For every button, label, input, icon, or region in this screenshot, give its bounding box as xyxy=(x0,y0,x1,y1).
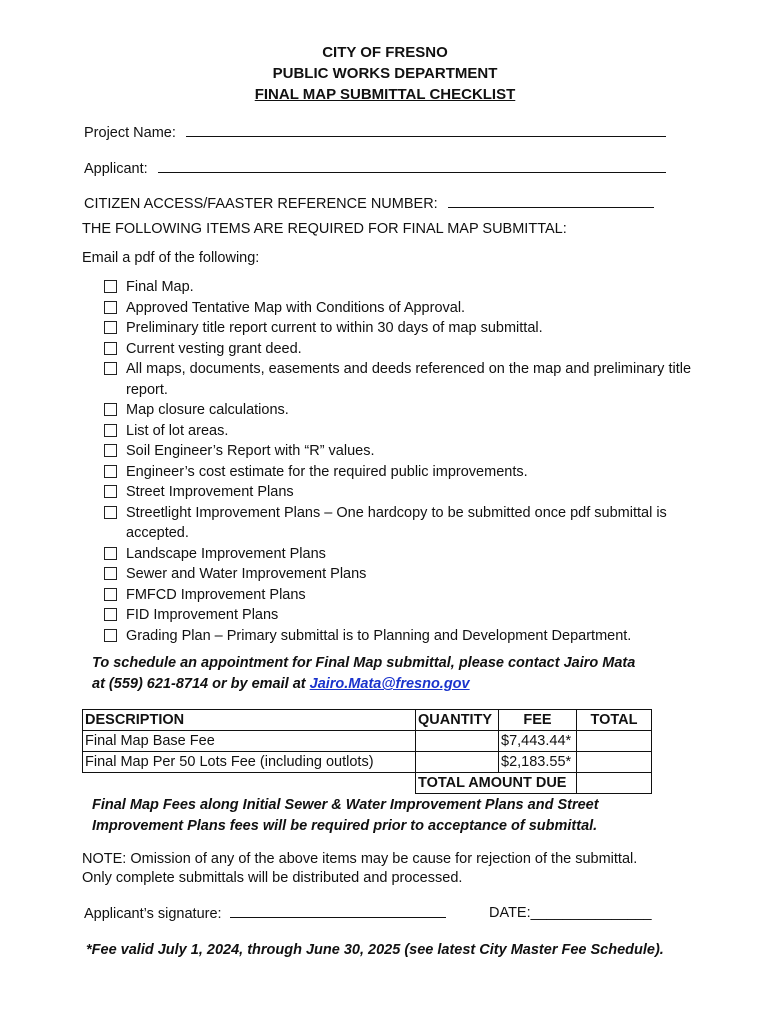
row-fee: $2,183.55* xyxy=(499,752,577,773)
checklist-item-label: Preliminary title report current to within 30 days of map submittal. xyxy=(126,320,543,336)
checkbox[interactable] xyxy=(104,506,117,519)
project-name-line[interactable] xyxy=(186,124,666,137)
checkbox[interactable] xyxy=(104,321,117,334)
department-title: PUBLIC WORKS DEPARTMENT xyxy=(272,65,498,82)
project-name-field xyxy=(84,124,666,141)
checklist-item-label: Approved Tentative Map with Conditions of Approval. xyxy=(126,299,466,316)
row-fee: $7,443.44* xyxy=(499,731,577,752)
required-heading: THE FOLLOWING ITEMS ARE REQUIRED FOR FINAL MAP SUBMITTAL: xyxy=(82,221,567,237)
omission-note-line-2: Only complete submittals will be distributed and processed. xyxy=(82,870,463,886)
checklist-item-label: Soil Engineer’s Report with “R” values. xyxy=(126,443,375,459)
contact-line-1: To schedule an appointment for Final Map submittal, please contact Jairo Mata xyxy=(92,655,636,671)
fee-table xyxy=(82,709,652,794)
row-description: Final Map Base Fee xyxy=(83,731,416,752)
checklist-item-label: Grading Plan – Primary submittal is to Planning and Development Department. xyxy=(126,627,632,644)
checklist-item-label: Streetlight Improvement Plans – One hardcopy to be submitted once pdf submittal is accepted. xyxy=(126,504,667,541)
checklist-item-label: Landscape Improvement Plans xyxy=(126,545,326,562)
applicant-line[interactable] xyxy=(158,160,666,173)
reference-label: CITIZEN ACCESS/FAASTER REFERENCE NUMBER: xyxy=(84,196,438,212)
total-amount-value[interactable] xyxy=(577,773,652,794)
checklist-item-label: Final Map. xyxy=(126,279,194,295)
city-title: CITY OF FRESNO xyxy=(322,44,448,61)
total-amount-label: TOTAL AMOUNT DUE xyxy=(416,773,577,794)
checklist-item-label: Engineer’s cost estimate for the required public improvements. xyxy=(126,463,528,480)
fee-validity-note: *Fee valid July 1, 2024, through June 30, 2025 (see latest City Master Fee Schedule). xyxy=(86,942,664,958)
table-row xyxy=(83,752,652,773)
email-instruction: Email a pdf of the following: xyxy=(82,250,260,266)
checklist-item-label: List of lot areas. xyxy=(126,422,229,439)
project-name-label: Project Name: xyxy=(84,125,176,141)
header-total: TOTAL xyxy=(577,710,652,731)
checkbox[interactable] xyxy=(104,444,117,457)
checklist-item-label: All maps, documents, easements and deeds referenced on the map and preliminary title report. xyxy=(126,361,692,398)
fees-note-line-1: Final Map Fees along Initial Sewer & Water Improvement Plans and Street xyxy=(92,797,599,813)
contact-prefix: at (559) 621-8714 or by email at xyxy=(92,676,310,692)
reference-line[interactable] xyxy=(448,195,654,208)
checkbox[interactable] xyxy=(104,362,117,375)
header-quantity: QUANTITY xyxy=(416,710,499,731)
applicant-field xyxy=(84,160,666,177)
checkbox[interactable] xyxy=(104,608,117,621)
checkbox[interactable] xyxy=(104,403,117,416)
table-row xyxy=(83,731,652,752)
applicant-label: Applicant: xyxy=(84,161,148,177)
checkbox[interactable] xyxy=(104,629,117,642)
checkbox[interactable] xyxy=(104,567,117,580)
signature-label: Applicant’s signature: xyxy=(84,906,222,922)
header-description: DESCRIPTION xyxy=(83,710,416,731)
checkbox[interactable] xyxy=(104,485,117,498)
contact-line-2 xyxy=(92,676,470,692)
signature-line[interactable] xyxy=(230,905,446,918)
total-row xyxy=(83,773,652,794)
row-quantity[interactable] xyxy=(416,731,499,752)
email-link[interactable]: Jairo.Mata@fresno.gov xyxy=(309,676,470,692)
omission-note-line-1: NOTE: Omission of any of the above items may be cause for rejection of the submittal. xyxy=(82,851,638,867)
checklist-item-label: FMFCD Improvement Plans xyxy=(126,586,306,603)
checklist-item-label: Current vesting grant deed. xyxy=(126,340,302,357)
reference-field xyxy=(84,195,654,212)
checkbox[interactable] xyxy=(104,342,117,355)
date-field[interactable]: DATE:_______________ xyxy=(489,905,652,921)
fee-table-header xyxy=(83,710,652,731)
checkbox[interactable] xyxy=(104,588,117,601)
checklist-item-label: Sewer and Water Improvement Plans xyxy=(126,566,367,582)
row-total[interactable] xyxy=(577,731,652,752)
checklist-item-label: FID Improvement Plans xyxy=(126,607,279,623)
signature-field xyxy=(84,905,446,922)
checkbox[interactable] xyxy=(104,280,117,293)
checkbox[interactable] xyxy=(104,547,117,560)
row-total[interactable] xyxy=(577,752,652,773)
checkbox[interactable] xyxy=(104,465,117,478)
row-quantity[interactable] xyxy=(416,752,499,773)
checkbox[interactable] xyxy=(104,424,117,437)
checklist-item-label: Street Improvement Plans xyxy=(126,484,294,500)
checkbox[interactable] xyxy=(104,301,117,314)
document-title: FINAL MAP SUBMITTAL CHECKLIST xyxy=(254,86,516,103)
header-fee: FEE xyxy=(499,710,577,731)
fees-note-line-2: Improvement Plans fees will be required prior to acceptance of submittal. xyxy=(92,818,598,834)
checklist-item-label: Map closure calculations. xyxy=(126,402,289,418)
row-description: Final Map Per 50 Lots Fee (including outlots) xyxy=(83,752,416,773)
